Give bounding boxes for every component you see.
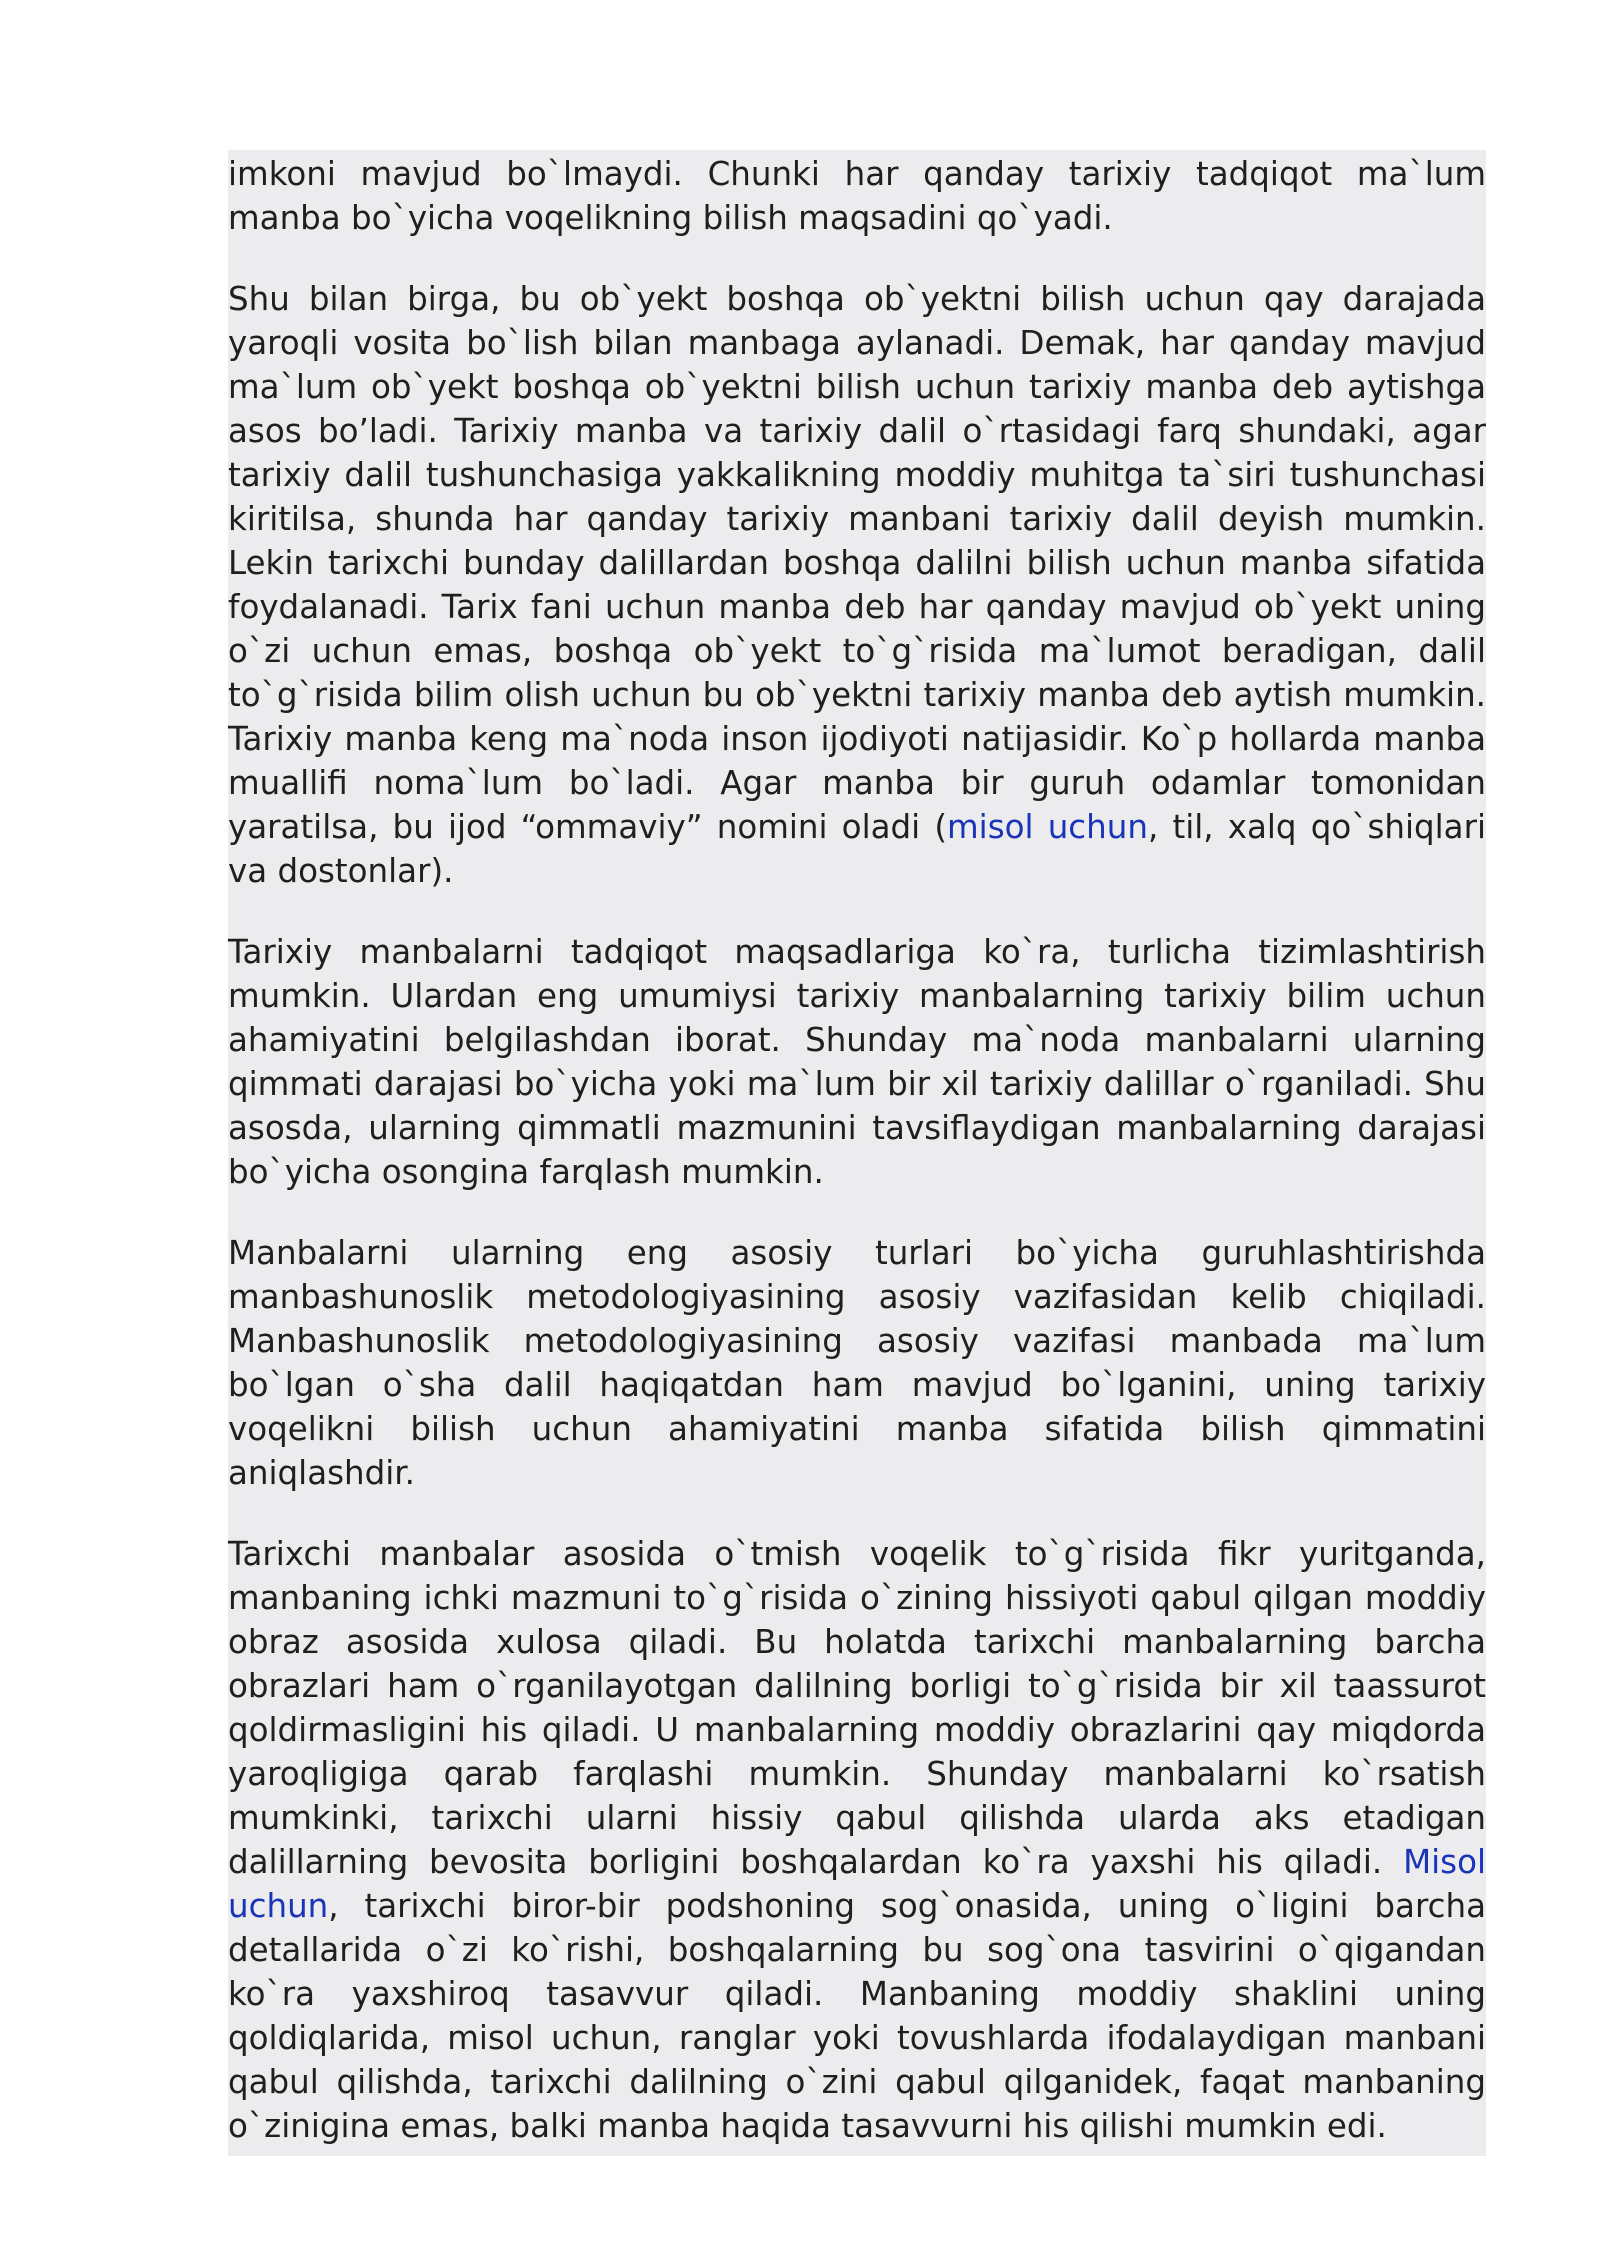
paragraph <box>228 1532 1486 2148</box>
paragraph <box>228 277 1486 893</box>
paragraph <box>228 152 1486 240</box>
paragraph-text: imkoni mavjud bo`lmaydi. Chunki har qanday tarixiy tadqiqot ma`lum manba bo`yicha voqelikning bilish maqsadini qo`yadi. <box>228 155 1486 237</box>
paragraph-text: Tarixchi manbalar asosida o`tmish voqelik to`g`risida fikr yuritganda, manbaning ichki mazmuni to`g`risida o`zining hissiyoti qabul qilgan moddiy obraz asosida xulosa qiladi. Bu holatda tarixchi manbalarning barcha obrazlari ham o`rganilayotgan dalilning borligi to`g`risida bir xil taassurot qoldirmasligini his qiladi. U manbalarning moddiy obrazlarini qay miqdorda yaroqligiga qarab farqlashi mumkin. Shunday manbalarni ko`rsatish mumkinki, tarixchi ularni hissiy qabul qilishda ularda aks etadigan dalillarning bevosita borligini boshqalardan ko`ra yaxshi his qiladi. <box>228 1535 1486 1881</box>
paragraph <box>228 1231 1486 1495</box>
inline-link[interactable]: misol uchun <box>947 808 1148 846</box>
paragraph-text: Manbalarni ularning eng asosiy turlari bo`yicha guruhlashtirishda manbashunoslik metodologiyasining asosiy vazifasidan kelib chiqiladi. Manbashunoslik metodologiyasining asosiy vazifasi manbada ma`lum bo`lgan o`sha dalil haqiqatdan ham mavjud bo`lganini, uning tarixiy voqelikni bilish uchun ahamiyatini manba sifatida bilish qimmatini aniqlashdir. <box>228 1234 1486 1492</box>
paragraph-text: Tarixiy manbalarni tadqiqot maqsadlariga ko`ra, turlicha tizimlashtirish mumkin. Ulardan eng umumiysi tarixiy manbalarning tarixiy bilim uchun ahamiyatini belgilashdan iborat. Shunday ma`noda manbalarni ularning qimmati darajasi bo`yicha yoki ma`lum bir xil tarixiy dalillar o`rganiladi. Shu asosda, ularning qimmatli mazmunini tavsiflaydigan manbalarning darajasi bo`yicha osongina farqlash mumkin. <box>228 933 1486 1191</box>
document-text-block <box>228 150 1486 2156</box>
inline-link[interactable]: Misol uchun <box>228 1843 1486 1925</box>
paragraph-text: , til, xalq qo`shiqlari va dostonlar). <box>228 808 1486 890</box>
paragraph-text: Shu bilan birga, bu ob`yekt boshqa ob`yektni bilish uchun qay darajada yaroqli vosita bo`lish bilan manbaga aylanadi. Demak, har qanday mavjud ma`lum ob`yekt boshqa ob`yektni bilish uchun tarixiy manba deb aytishga asos bo’ladi. Tarixiy manba va tarixiy dalil o`rtasidagi farq shundaki, agar tarixiy dalil tushunchasiga yakkalikning moddiy muhitga ta`siri tushunchasi kiritilsa, shunda har qanday tarixiy manbani tarixiy dalil deyish mumkin. Lekin tarixchi bunday dalillardan boshqa dalilni bilish uchun manba sifatida foydalanadi. Tarix fani uchun manba deb har qanday mavjud ob`yekt uning o`zi uchun emas, boshqa ob`yekt to`g`risida ma`lumot beradigan, dalil to`g`risida bilim olish uchun bu ob`yektni tarixiy manba deb aytish mumkin. Tarixiy manba keng ma`noda inson ijodiyoti natijasidir. Ko`p hollarda manba muallifi noma`lum bo`ladi. Agar manba bir guruh odamlar tomonidan yaratilsa, bu ijod “ommaviy” nomini oladi ( <box>228 280 1486 846</box>
paragraph-text: , tarixchi biror-bir podshoning sog`onasida, uning o`ligini barcha detallarida o`zi ko`rishi, boshqalarning bu sog`ona tasvirini o`qigandan ko`ra yaxshiroq tasavvur qiladi. Manbaning moddiy shaklini uning qoldiqlarida, misol uchun, ranglar yoki tovushlarda ifodalaydigan manbani qabul qilishda, tarixchi dalilning o`zini qabul qilganidek, faqat manbaning o`zinigina emas, balki manba haqida tasavvurni his qilishi mumkin edi. <box>228 1887 1486 2145</box>
paragraph <box>228 930 1486 1194</box>
